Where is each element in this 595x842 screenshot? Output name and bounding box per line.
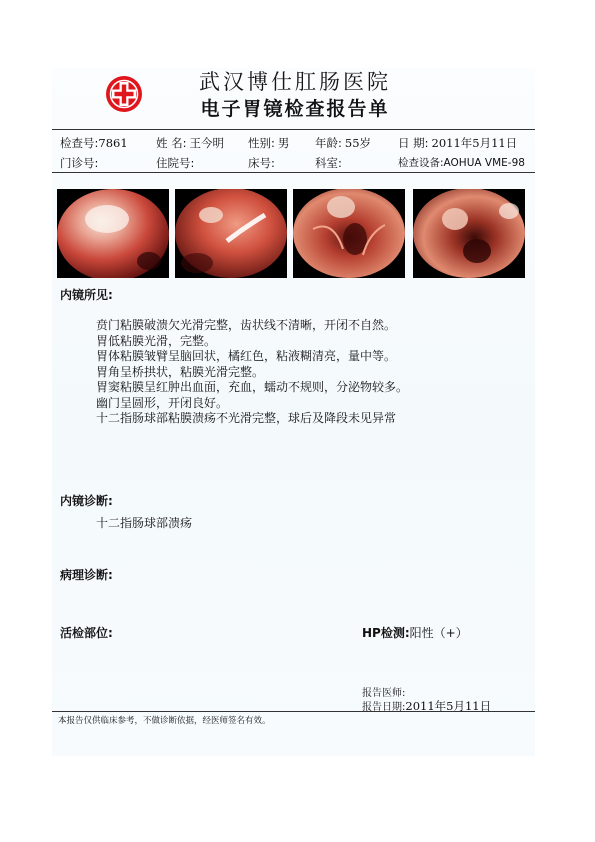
exam-no-value: 7861 [98, 136, 128, 150]
device-field [398, 155, 525, 170]
sex-field [248, 135, 289, 151]
endoscopy-images [57, 189, 527, 279]
diagnosis-label: 内镜诊断: [60, 494, 113, 508]
exam-no-field [60, 135, 128, 151]
finding-line: 幽门呈圆形，开闭良好。 [96, 395, 229, 410]
findings-label: 内镜所见: [60, 288, 113, 302]
hp-value: 阳性（+） [409, 626, 468, 640]
exam-no-label: 检查号: [60, 136, 99, 150]
report-date-value: 2011年5月11日 [405, 699, 492, 713]
report-date-label: 报告日期: [362, 702, 406, 713]
hospital-name: 武汉博仕肛肠医院 [199, 70, 391, 94]
age-value: 55岁 [344, 136, 372, 150]
date-label: 日 期: [398, 136, 429, 150]
hp-test [362, 624, 468, 641]
device-value: AOHUA VME-98 [443, 157, 525, 169]
hp-label: HP检测: [362, 626, 410, 640]
header-divider [52, 129, 535, 130]
endoscopy-image-1 [57, 189, 169, 278]
finding-line: 胃角呈桥拱状，粘膜光滑完整。 [96, 364, 265, 379]
finding-line: 胃窦粘膜呈红肿出血面，充血，蠕动不规则，分泌物较多。 [96, 380, 409, 394]
endoscopy-image-3 [293, 189, 405, 278]
pathology-label: 病理诊断: [60, 568, 113, 582]
diagnosis-text: 十二指肠球部溃疡 [96, 516, 193, 530]
dept-label: 科室: [315, 156, 342, 170]
disclaimer-text: 本报告仅供临床参考，不做诊断依据，经医师签名有效。 [58, 716, 271, 726]
device-label: 检查设备: [398, 157, 444, 169]
age-label: 年龄: [315, 136, 342, 150]
endoscopy-image-4 [413, 189, 525, 278]
finding-line: 十二指肠球部粘膜溃疡不光滑完整，球后及降段未见异常 [96, 411, 397, 425]
doctor-label: 报告医师: [362, 688, 406, 699]
age-field [315, 135, 371, 151]
biopsy-label: 活检部位: [60, 626, 113, 640]
finding-line: 胃体粘膜皱臂呈脑回状，橘红色，粘液糊清亮，量中等。 [96, 349, 397, 363]
outpatient-label: 门诊号: [60, 156, 99, 170]
report-title: 电子胃镜检查报告单 [200, 98, 390, 120]
findings-text [96, 318, 408, 427]
red-cross-logo-icon [104, 74, 144, 114]
bed-label: 床号: [248, 156, 275, 170]
finding-line: 胃低粘膜光滑，完整。 [96, 333, 217, 348]
inpatient-label: 住院号: [156, 156, 195, 170]
info-divider [52, 172, 535, 173]
sex-label: 性别: [248, 136, 275, 150]
finding-line: 贲门粘膜破溃欠光滑完整，齿状线不清晰，开闭不自然。 [96, 318, 397, 332]
date-field [398, 135, 517, 151]
name-value: 王今明 [189, 136, 225, 150]
name-label: 姓 名: [156, 136, 187, 150]
footer-divider [52, 711, 535, 712]
date-value: 2011年5月11日 [431, 136, 518, 150]
sex-value: 男 [277, 136, 290, 150]
name-field [156, 135, 224, 151]
endoscopy-image-2 [175, 189, 287, 278]
